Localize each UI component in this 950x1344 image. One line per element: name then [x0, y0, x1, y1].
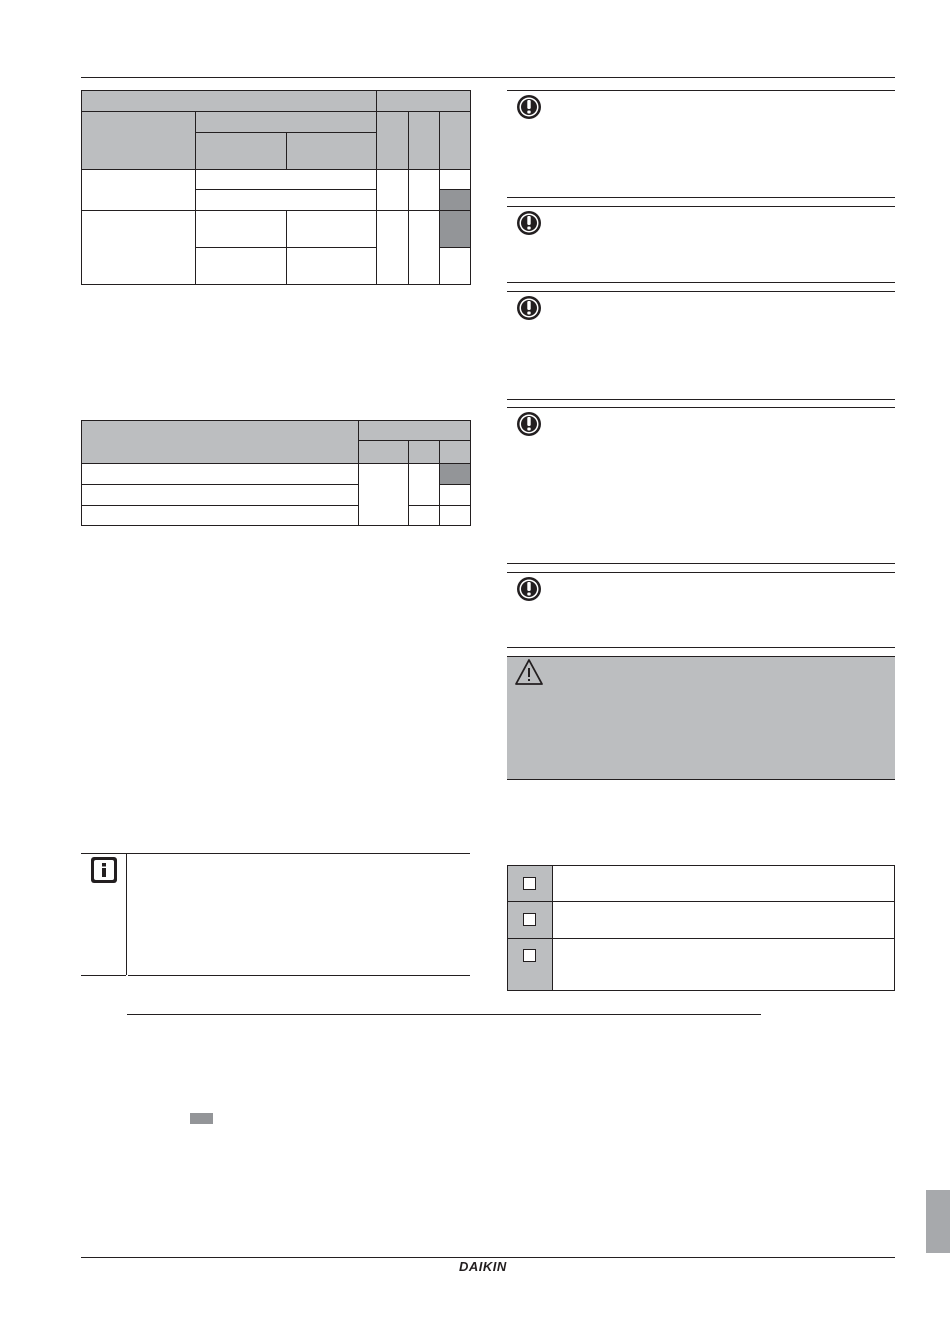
table-1-row-1-c1	[376, 169, 409, 211]
table-1-row-2-c1	[376, 210, 409, 285]
checklist-column-divider	[552, 865, 553, 991]
notice-3-bottom-rule	[507, 399, 895, 400]
warning-triangle-icon	[514, 658, 544, 686]
table-1-row-2b-c3	[439, 247, 471, 285]
table-1-header-sub2	[286, 132, 377, 170]
table-2-row-1	[81, 463, 359, 485]
checklist-row-divider-2	[507, 938, 895, 939]
notice-4-bottom-rule	[507, 563, 895, 564]
checklist-outline	[507, 865, 895, 991]
exclamation-icon	[516, 411, 542, 437]
notice-5-bottom-rule	[507, 647, 895, 648]
footer-rule	[81, 1257, 895, 1258]
table-1-header-sub1	[195, 132, 287, 170]
checklist-item-2-checkbox[interactable]	[523, 913, 536, 926]
table-2-header-group	[358, 420, 471, 441]
table-1-row-1-c2	[408, 169, 440, 211]
table-1-row-2a-s2	[286, 210, 377, 248]
table-2-c2-merged	[408, 463, 440, 506]
table-2-c1-merged	[358, 463, 409, 526]
notice-1-top-rule	[507, 90, 895, 91]
checklist-item-3-checkbox[interactable]	[523, 949, 536, 962]
table-1-row-1b	[195, 189, 377, 211]
table-2-row-2	[81, 484, 359, 506]
info-bottom-rule-left	[81, 975, 126, 976]
table-2-header-main	[81, 420, 359, 464]
table-2-header-s2	[408, 440, 440, 464]
table-2-row-3-c3	[439, 505, 471, 526]
chapter-tab-marker	[926, 1190, 950, 1253]
checklist-item-1-checkbox[interactable]	[523, 877, 536, 890]
table-1-row-2b-s1	[195, 247, 287, 285]
table-1-header-main	[81, 90, 377, 112]
info-top-rule	[81, 853, 470, 854]
notice-2-bottom-rule	[507, 282, 895, 283]
notice-4-top-rule	[507, 407, 895, 408]
table-2-row-3-c2	[408, 505, 440, 526]
table-1-header-v2	[408, 111, 440, 170]
section-underline	[127, 1014, 761, 1015]
table-2-row-2-c3	[439, 484, 471, 506]
table-2-header-s3	[439, 440, 471, 464]
table-1-row-2-label	[81, 210, 196, 285]
info-divider	[126, 853, 127, 975]
exclamation-icon	[516, 210, 542, 236]
checklist-row-divider-1	[507, 901, 895, 902]
table-1-header-col1	[81, 111, 196, 170]
table-1-row-2-c2	[408, 210, 440, 285]
table-2-row-1-c3	[439, 463, 471, 485]
table-1-header-group	[195, 111, 377, 133]
table-1-row-2a-s1	[195, 210, 287, 248]
exclamation-icon	[516, 576, 542, 602]
exclamation-icon	[516, 295, 542, 321]
table-1-row-1a-c3	[439, 169, 471, 190]
table-1-header-right	[376, 90, 471, 112]
information-icon	[90, 856, 118, 884]
notice-5-top-rule	[507, 572, 895, 573]
header-rule	[81, 77, 895, 78]
exclamation-icon	[516, 94, 542, 120]
table-1-row-1b-c3	[439, 189, 471, 211]
warning-box	[507, 656, 895, 780]
notice-1-bottom-rule	[507, 197, 895, 198]
table-1-row-2b-s2	[286, 247, 377, 285]
table-1-row-1a	[195, 169, 377, 190]
info-bottom-rule	[128, 975, 470, 976]
notice-2-top-rule	[507, 206, 895, 207]
daikin-logo: DAIKIN	[459, 1259, 507, 1274]
table-1-row-1-label	[81, 169, 196, 211]
table-1-row-2a-c3	[439, 210, 471, 248]
table-1-header-v1	[376, 111, 409, 170]
table-2-header-s1	[358, 440, 409, 464]
legend-gray-swatch	[190, 1113, 213, 1124]
notice-3-top-rule	[507, 291, 895, 292]
table-2-row-3	[81, 505, 359, 526]
table-1-header-v3	[439, 111, 471, 170]
